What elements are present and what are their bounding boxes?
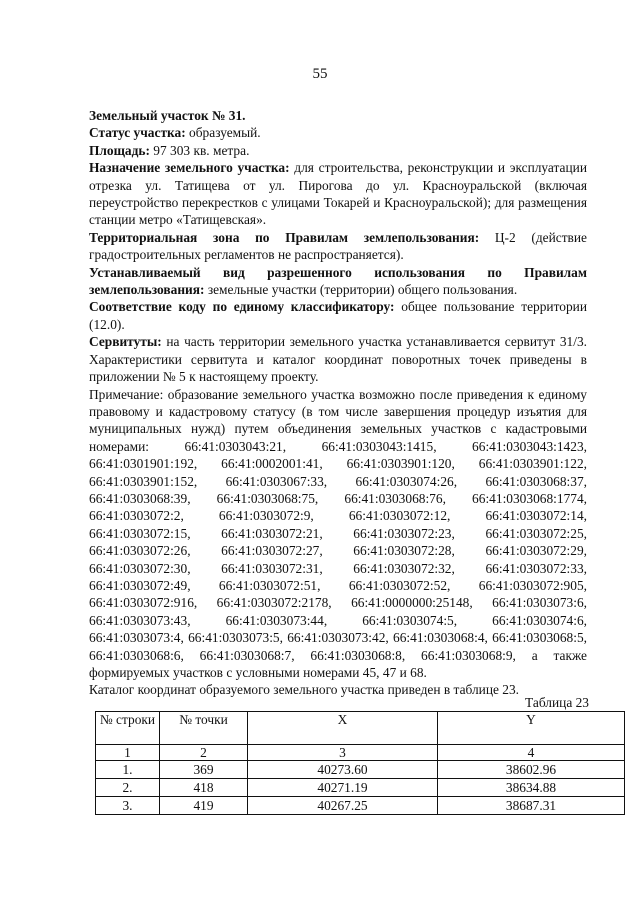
coordinates-table: [95, 711, 625, 815]
purpose-value: для строительства, реконструкции и эксплуатации отрезка ул. Татищева от ул. Пирогова до ул. Красноуральской (включая переустройство перекрестков с улицами Токарей и Красноуральской); для размещения станции метро «Татищевская».: [89, 160, 587, 228]
table-row: [96, 779, 625, 797]
column-number-row: [96, 745, 625, 761]
x-cell: 40273.60: [248, 761, 438, 779]
table-header-row: [96, 712, 625, 745]
row-number-cell: 3.: [96, 797, 160, 815]
page-number: 55: [312, 66, 328, 82]
row-number-cell: 2.: [96, 779, 160, 797]
use-value: земельные участки (территории) общего пользования.: [204, 282, 518, 298]
servitude-value: на часть территории земельного участка устанавливается сервитут 31/3. Характеристики сервитута и каталог координат поворотных точек приведены в приложении № 5 к настоящему проекту.: [89, 334, 587, 385]
purpose-label: Назначение земельного участка:: [89, 160, 290, 176]
note-paragraph: Примечание: образование земельного участка возможно после приведения к единому правовому и кадастровому статусу (в том числе завершения процедур изъятия для муниципальных нужд) путем объединения земельных участков с кадастровыми номерами: 66:41:0303043:21, 66:41:0303043:1415, 66:41:0303043:1423, 66:41:0301901:192, 66:41:0002001:41, 66:41:0303901:120, 66:41:0303901:122, 66:41:0303901:152, 66:41:0303067:33, 66:41:0303074:26, 66:41:0303068:37, 66:41:0303068:39, 66:41:0303068:75, 66:41:0303068:76, 66:41:0303068:1774, 66:41:0303072:2, 66:41:0303072:9, 66:41:0303072:12, 66:41:0303072:14, 66:41:0303072:15, 66:41:0303072:21, 66:41:0303072:23, 66:41:0303072:25, 66:41:0303072:26, 66:41:0303072:27, 66:41:0303072:28, 66:41:0303072:29, 66:41:0303072:30, 66:41:0303072:31, 66:41:0303072:32, 66:41:0303072:33, 66:41:0303072:49, 66:41:0303072:51, 66:41:0303072:52, 66:41:0303072:905, 66:41:0303072:916, 66:41:0303072:2178, 66:41:0000000:25148, 66:41:0303073:6, 66:41:0303073:43, 66:41:0303073:44, 66:41:0303074:5, 66:41:0303074:6, 66:41:0303073:4, 66:41:0303073:5, 66:41:0303073:42, 66:41:0303068:4, 66:41:0303068:5, 66:41:0303068:6, 66:41:0303068:7, 66:41:0303068:8, 66:41:0303068:9, а также формируемых участков с условными номерами 45, 47 и 68.: [89, 386, 587, 680]
column-number: 2: [160, 745, 248, 761]
table-row: [96, 761, 625, 779]
classifier-label: Соответствие коду по единому классификатору:: [89, 299, 395, 315]
x-cell: 40267.25: [248, 797, 438, 815]
header-row-number: № строки: [96, 712, 160, 745]
servitude-label: Сервитуты:: [89, 334, 162, 350]
classifier-value: общее пользование территории (12.0).: [89, 299, 587, 332]
use-label: Устанавливаемый вид разрешенного использования по Правилам землепользования:: [89, 264, 587, 298]
x-cell: 40271.19: [248, 779, 438, 797]
y-cell: 38634.88: [438, 779, 625, 797]
parcel-title: Земельный участок № 31.: [89, 108, 246, 123]
point-number-cell: 419: [160, 797, 248, 815]
table-row: [96, 797, 625, 815]
document-body: [89, 107, 587, 699]
row-number-cell: 1.: [96, 761, 160, 779]
point-number-cell: 418: [160, 779, 248, 797]
point-number-cell: 369: [160, 761, 248, 779]
catalog-paragraph: Каталог координат образуемого земельного участка приведен в таблице 23.: [89, 682, 520, 698]
zone-value: Ц-2 (действие градостроительных регламентов не распространяется).: [89, 229, 587, 263]
area-label: Площадь:: [89, 142, 150, 158]
header-y: Y: [438, 712, 625, 745]
status-value: образуемый.: [185, 125, 261, 141]
header-x: X: [248, 712, 438, 745]
column-number: 1: [96, 745, 160, 761]
column-number: 4: [438, 745, 625, 761]
y-cell: 38602.96: [438, 761, 625, 779]
status-label: Статус участка:: [89, 125, 186, 141]
column-number: 3: [248, 745, 438, 761]
y-cell: 38687.31: [438, 797, 625, 815]
table-caption: Таблица 23: [525, 695, 589, 710]
area-value: 97 303 кв. метра.: [149, 142, 250, 158]
header-point-number: № точки: [160, 712, 248, 745]
zone-label: Территориальная зона по Правилам землепользования:: [89, 229, 480, 245]
